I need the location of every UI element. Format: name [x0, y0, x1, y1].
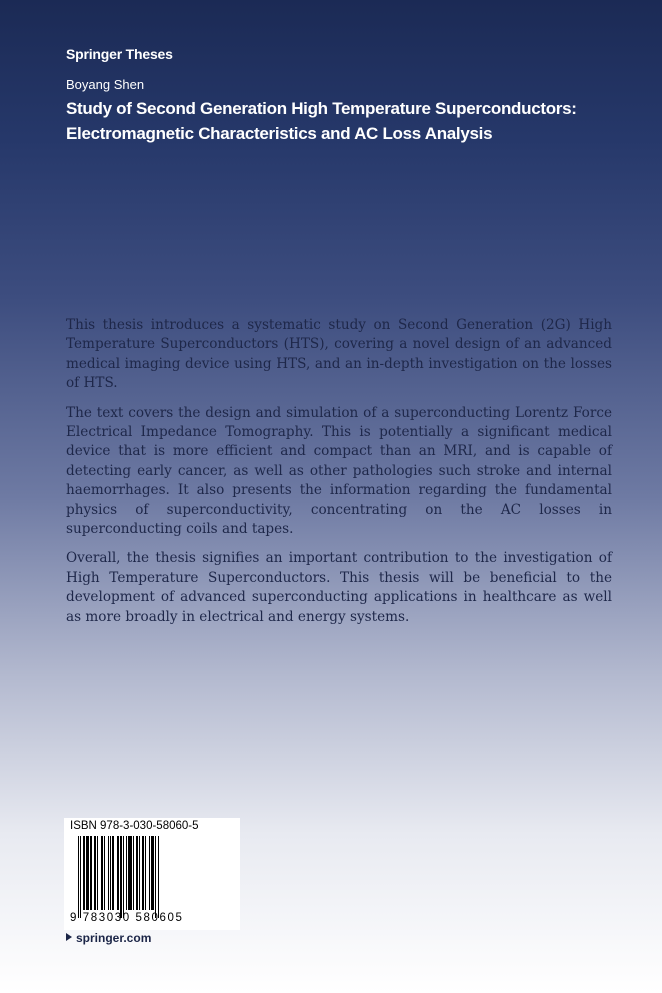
- blurb-paragraph-1: This thesis introduces a systematic study on Second Generation (2G) High Temperature Superconductors (HTS), covering a novel design of an advanced medical imaging device using HTS, and an in-depth investigation on the losses of HTS.: [66, 317, 612, 392]
- back-cover-blurb: [66, 316, 612, 637]
- blurb-paragraph-2: The text covers the design and simulation of a superconducting Lorentz Force Electrical Impedance Tomography. This is potentially a significant medical device that is more efficient and compact than an MRI, and is capable of detecting early cancer, as well as other pathologies such stroke and internal haemorrhages. It also presents the information regarding the fundamental physics of superconductivity, concentrating on the AC losses in superconducting coils and tapes.: [66, 404, 612, 538]
- title-line-2: Electromagnetic Characteristics and AC Loss Analysis: [66, 124, 493, 143]
- publisher-link[interactable]: [66, 931, 151, 945]
- isbn-label: ISBN 978-3-030-58060-5: [70, 820, 199, 832]
- author-name: Boyang Shen: [66, 77, 145, 92]
- barcode-icon: [78, 836, 190, 914]
- barcode-digits: 9 783030 580605: [70, 912, 184, 924]
- book-title: [66, 96, 626, 146]
- title-line-1: Study of Second Generation High Temperature Superconductors:: [66, 99, 577, 118]
- arrow-right-icon: [66, 933, 72, 941]
- barcode-block: [64, 818, 240, 930]
- publisher-link-label: springer.com: [76, 931, 152, 945]
- blurb-paragraph-3: Overall, the thesis signifies an important contribution to the investigation of High Temperature Superconductors. This thesis will be beneficial to the development of advanced superconducting applications in healthcare as well as more broadly in electrical and energy systems.: [66, 550, 612, 625]
- series-name: Springer Theses: [66, 46, 173, 62]
